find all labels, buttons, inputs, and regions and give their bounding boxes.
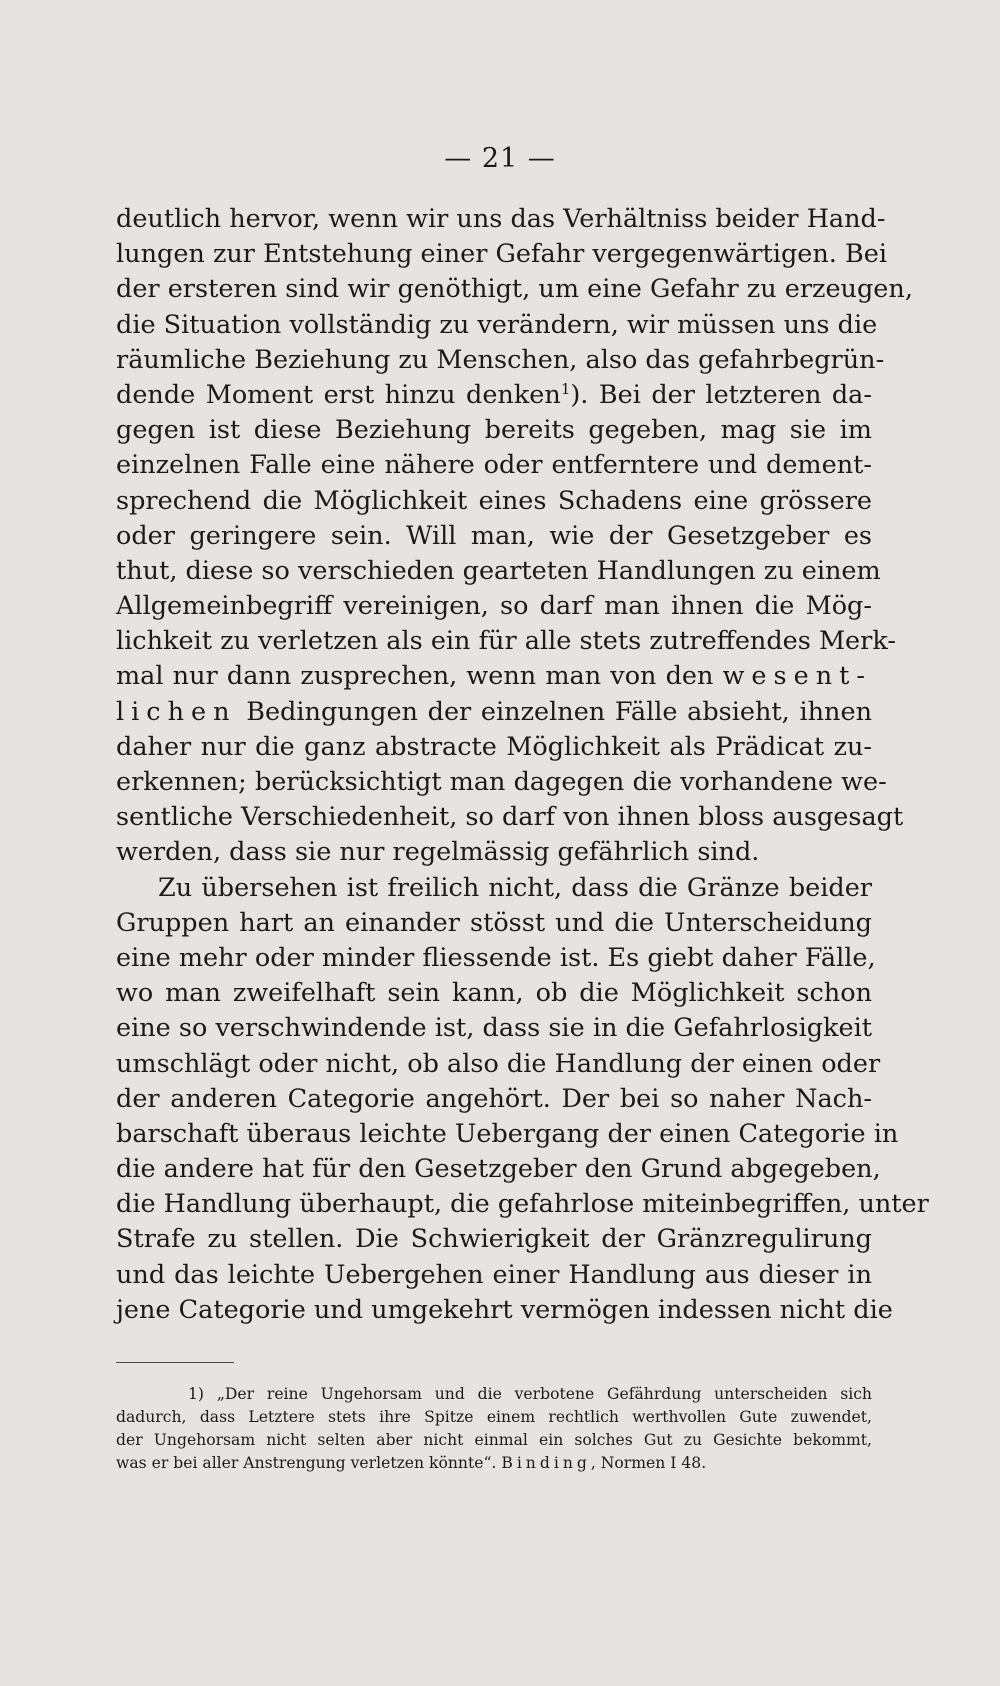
text-line: sprechend die Möglichkeit eines Schadens eine grössere (116, 485, 872, 516)
emphasized-word: lichen (116, 696, 237, 727)
text-line: wo man zweifelhaft sein kann, ob die Möglichkeit schon (116, 978, 872, 1009)
text-line (116, 695, 872, 730)
footnote-citation: , Normen I 48. (590, 1454, 707, 1472)
text-line: werden, dass sie nur regelmässig gefährlich sind. (116, 837, 760, 868)
text-line: lichkeit zu verletzen als ein für alle stets zutreffendes Merk- (116, 626, 896, 657)
text-line (116, 378, 872, 413)
text-line: die andere hat für den Gesetzgeber den Grund abgegeben, (116, 1154, 881, 1185)
footnote-reference: 1 (560, 379, 571, 398)
text-line: lungen zur Entstehung einer Gefahr vergegenwärtigen. Bei (116, 239, 887, 270)
text-line: eine so verschwindende ist, dass sie in die Gefahrlosigkeit (116, 1013, 872, 1044)
footnote-line: der Ungehorsam nicht selten aber nicht einmal ein solches Gut zu Gesichte bekommt, (116, 1431, 872, 1449)
text-line: umschlägt oder nicht, ob also die Handlung der einen oder (116, 1048, 881, 1079)
emphasized-word: wesent- (722, 661, 872, 692)
text-line: gegen ist diese Beziehung bereits gegeben, mag sie im (116, 415, 872, 446)
text-line: Strafe zu stellen. Die Schwierigkeit der Gränzregulirung (116, 1224, 872, 1255)
text-line: Allgemeinbegriff vereinigen, so darf man ihnen die Mög- (116, 591, 872, 622)
text-line: die Handlung überhaupt, die gefahrlose miteinbegriffen, unter (116, 1189, 929, 1220)
text-line: räumliche Beziehung zu Menschen, also das gefahrbegrün- (116, 344, 885, 375)
text-line: barschaft überaus leichte Uebergang der einen Categorie in (116, 1118, 899, 1149)
main-text (116, 202, 929, 1328)
page-number: — 21 — (444, 143, 556, 174)
text-span: mal nur dann zusprechen, wenn man von den (116, 661, 714, 692)
footnote-line (116, 1383, 872, 1406)
text-line: eine mehr oder minder fliessende ist. Es giebt daher Fälle, (116, 942, 876, 973)
footnote-line (116, 1452, 872, 1475)
text-line: der anderen Categorie angehört. Der bei so naher Nach- (116, 1083, 872, 1114)
text-line: jene Categorie und umgekehrt vermögen indessen nicht die (116, 1294, 893, 1325)
text-span: dende Moment erst hinzu denken (116, 379, 561, 410)
text-line: oder geringere sein. Will man, wie der Gesetzgeber es (116, 520, 872, 551)
text-line: thut, diese so verschieden gearteten Handlungen zu einem (116, 555, 881, 586)
text-line: und das leichte Uebergehen einer Handlung aus dieser in (116, 1259, 872, 1290)
text-line (116, 659, 872, 694)
text-line: Gruppen hart an einander stösst und die Unterscheidung (116, 907, 872, 938)
text-line: daher nur die ganz abstracte Möglichkeit als Prädicat zu- (116, 731, 872, 762)
text-line: einzelnen Falle eine nähere oder entferntere und dement- (116, 450, 872, 481)
text-line: sentliche Verschiedenheit, so darf von ihnen bloss ausgesagt (116, 802, 904, 833)
footnote-text: was er bei aller Anstrengung verletzen könnte“. (116, 1454, 497, 1472)
footnote-author: Binding (501, 1454, 591, 1472)
text-line: Zu übersehen ist freilich nicht, dass die Gränze beider (158, 872, 872, 903)
footnote (116, 1383, 872, 1475)
text-line: der ersteren sind wir genöthigt, um eine Gefahr zu erzeugen, (116, 274, 913, 305)
footnote-text: „Der reine Ungehorsam und die verbotene Gefährdung unterscheiden sich (216, 1385, 872, 1403)
footnote-line: dadurch, dass Letztere stets ihre Spitze einem rechtlich werthvollen Gute zuwendet, (116, 1408, 872, 1426)
text-line: die Situation vollständig zu verändern, wir müssen uns die (116, 309, 878, 340)
text-line: erkennen; berücksichtigt man dagegen die vorhandene we- (116, 767, 887, 797)
footnote-divider (116, 1362, 234, 1363)
text-span: Bedingungen der einzelnen Fälle absieht, ihnen (246, 696, 872, 727)
text-line: deutlich hervor, wenn wir uns das Verhältniss beider Hand- (116, 204, 886, 234)
footnote-marker: 1) (188, 1385, 205, 1403)
text-span: ). Bei der letzteren da- (570, 379, 872, 410)
